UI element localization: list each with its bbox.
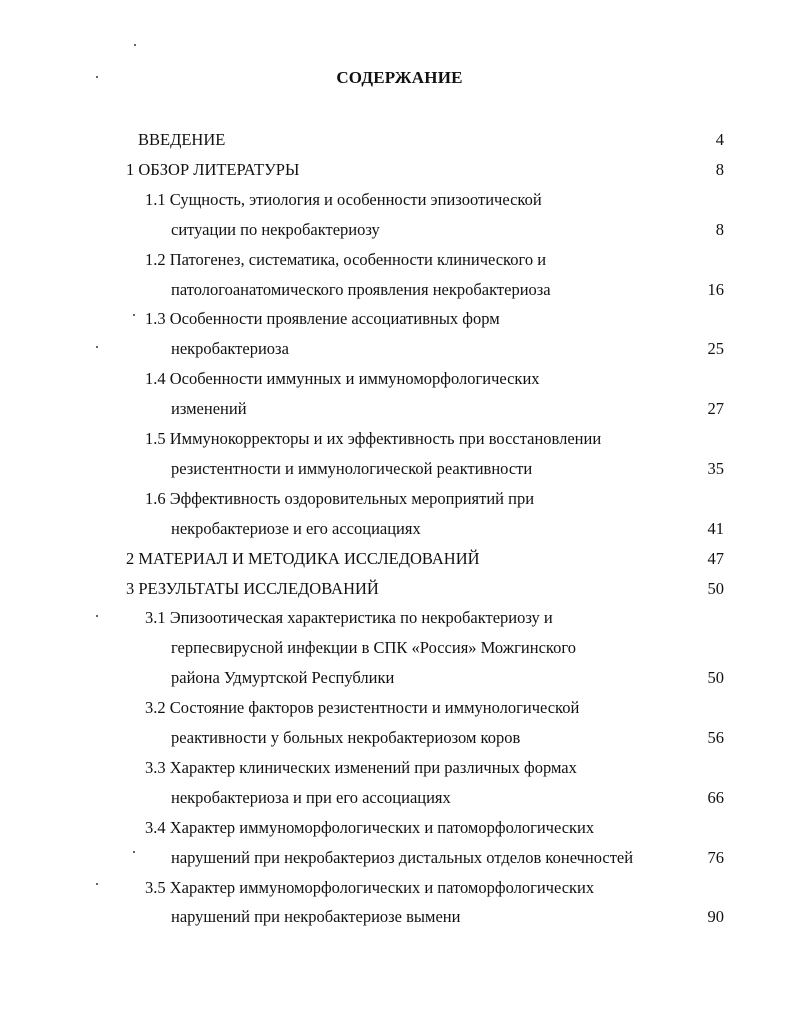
toc-entry-title: 3.4 Характер иммуноморфологических и патоморфологических <box>145 817 595 837</box>
toc-page-number: 41 <box>707 518 724 538</box>
toc-entry-title: 3.1 Эпизоотическая характеристика по некробактериозу и <box>145 608 553 628</box>
scan-speck <box>96 76 98 78</box>
toc-entry-title: 3.5 Характер иммуноморфологических и патоморфологических <box>145 877 595 897</box>
toc-entry-title: 1.3 Особенности проявление ассоциативных форм <box>145 309 500 329</box>
toc-page-number: 47 <box>707 548 724 568</box>
toc-entry-title: 1.6 Эффективность оздоровительных мероприятий при <box>145 488 535 508</box>
toc-entry-continuation: герпесвирусной инфекции в СПК «Россия» Можгинского <box>171 638 576 658</box>
toc-page-number: 25 <box>707 339 724 359</box>
toc-page-number: 16 <box>707 279 724 299</box>
toc-page-number: 27 <box>707 399 724 419</box>
toc-page-number: 50 <box>707 668 724 688</box>
toc-entry-continuation: изменений <box>171 399 247 419</box>
toc-page-number: 35 <box>707 458 724 478</box>
toc-page-number: 4 <box>715 130 724 149</box>
toc-page-number: 76 <box>707 847 724 867</box>
toc-entry-continuation: некробактериозе и его ассоциациях <box>171 518 421 538</box>
toc-page-number: 50 <box>707 578 724 598</box>
toc-entry-title: 3.3 Характер клинических изменений при различных формах <box>145 757 577 777</box>
toc-entry-continuation: нарушений при некробактериоз дистальных отделов конечностей <box>171 847 634 867</box>
scan-speck <box>133 851 135 853</box>
scan-speck <box>96 615 98 617</box>
toc-page-number: 8 <box>715 159 724 179</box>
scan-speck <box>96 346 98 348</box>
toc-entry-title: 1.1 Сущность, этиология и особенности эпизоотической <box>145 189 542 209</box>
toc-entry-continuation: некробактериоза <box>171 339 289 359</box>
scan-speck <box>134 44 136 46</box>
toc-entry-title: 3.2 Состояние факторов резистентности и иммунологической <box>145 698 580 718</box>
toc-page-number: 56 <box>707 728 724 747</box>
toc-entry-continuation: района Удмуртской Республики <box>171 668 395 688</box>
toc-entry-title: 1.5 Иммунокорректоры и их эффективность при восстановлении <box>145 429 602 448</box>
scan-speck <box>96 883 98 885</box>
toc-entry-continuation: некробактериоза и при его ассоциациях <box>171 787 451 807</box>
toc-entry-title: 3 РЕЗУЛЬТАТЫ ИССЛЕДОВАНИЙ <box>126 578 379 598</box>
toc-entry-continuation: реактивности у больных некробактериозом коров <box>171 728 521 747</box>
toc-entry-continuation: нарушений при некробактериозе вымени <box>171 907 461 927</box>
page-title: СОДЕРЖАНИЕ <box>336 68 463 87</box>
toc-page-number: 90 <box>707 907 724 927</box>
toc-page-number: 8 <box>715 219 724 239</box>
toc-entry-title: 1.2 Патогенез, систематика, особенности клинического и <box>145 249 547 269</box>
toc-entry-continuation: резистентности и иммунологической реактивности <box>171 458 533 478</box>
toc-entry-title: 2 МАТЕРИАЛ И МЕТОДИКА ИССЛЕДОВАНИЙ <box>126 548 480 568</box>
toc-entry-continuation: ситуации по некробактериозу <box>171 219 380 239</box>
scan-speck <box>133 314 135 316</box>
toc-entry-title: 1.4 Особенности иммунных и иммуноморфологических <box>145 369 540 389</box>
toc-page-number: 66 <box>707 787 724 807</box>
toc-entry-title: 1 ОБЗОР ЛИТЕРАТУРЫ <box>126 159 300 179</box>
toc-entry-continuation: патологоанатомического проявления некробактериоза <box>171 279 551 299</box>
toc-entry-title: ВВЕДЕНИЕ <box>138 130 226 149</box>
